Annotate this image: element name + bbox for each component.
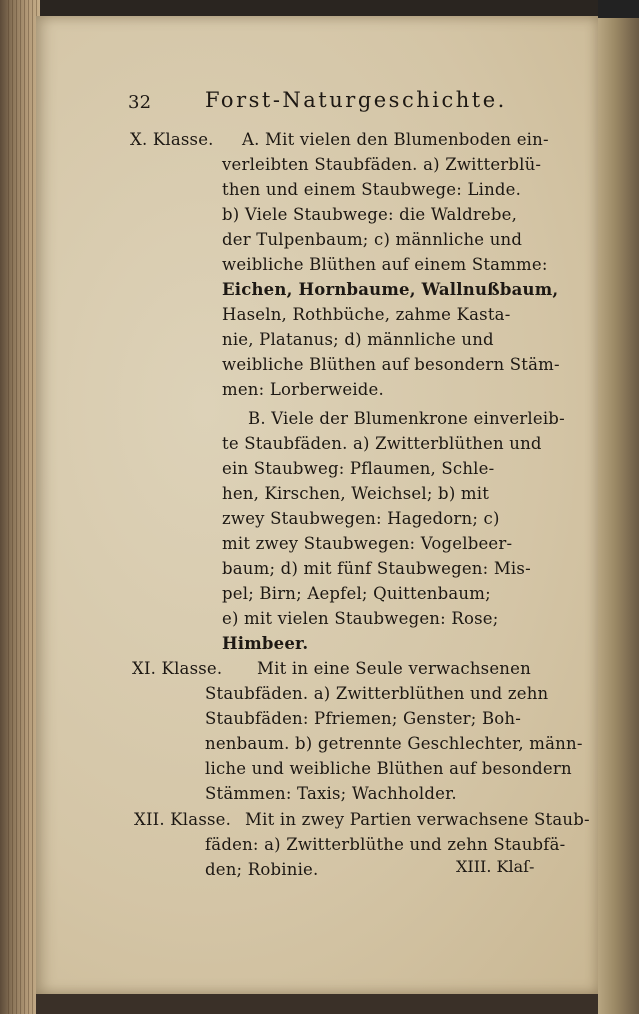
klasse-xi-label: XI. Klasse. bbox=[132, 659, 223, 678]
next-page-edge bbox=[598, 0, 639, 1014]
text-line: men: Lorberweide. bbox=[222, 380, 384, 399]
catchword: XIII. Klaſ- bbox=[456, 857, 535, 876]
text-line: Stämmen: Taxis; Wachholder. bbox=[205, 784, 457, 803]
text-line: pel; Birn; Aepfel; Quittenbaum; bbox=[222, 584, 491, 603]
text-line: Eichen, Hornbaume, Wallnußbaum, bbox=[222, 280, 559, 299]
text-line: weibliche Blüthen auf einem Stamme: bbox=[222, 255, 548, 274]
text-line: A. Mit vielen den Blumenboden ein- bbox=[242, 130, 549, 149]
text-line: baum; d) mit fünf Staubwegen: Mis- bbox=[222, 559, 531, 578]
text-line: e) mit vielen Staubwegen: Rose; bbox=[222, 609, 499, 628]
text-line: hen, Kirschen, Weichsel; b) mit bbox=[222, 484, 490, 503]
text-line: zwey Staubwegen: Hagedorn; c) bbox=[222, 509, 500, 528]
text-line: fäden: a) Zwitterblüthe und zehn Staubfä- bbox=[205, 835, 566, 854]
text-line: Haseln, Rothbüche, zahme Kasta- bbox=[222, 305, 511, 324]
book-page-edges bbox=[0, 0, 40, 1014]
text-line: ein Staubweg: Pflaumen, Schle- bbox=[222, 459, 495, 478]
text-line: verleibten Staubfäden. a) Zwitterblü- bbox=[222, 155, 542, 174]
text-line: Himbeer. bbox=[222, 634, 309, 653]
text-line: nie, Platanus; d) männliche und bbox=[222, 330, 494, 349]
text-line: Mit in zwey Partien verwachsene Staub- bbox=[245, 810, 590, 829]
bottom-shadow bbox=[36, 994, 598, 1014]
text-line: te Staubfäden. a) Zwitterblüthen und bbox=[222, 434, 542, 453]
text-line: mit zwey Staubwegen: Vogelbeer- bbox=[222, 534, 513, 553]
text-line: weibliche Blüthen auf besondern Stäm- bbox=[222, 355, 560, 374]
text-line: Staubfäden: Pfriemen; Genster; Boh- bbox=[205, 709, 522, 728]
page-number: 32 bbox=[128, 92, 152, 113]
klasse-xii-label: XII. Klasse. bbox=[134, 810, 232, 829]
text-line: nenbaum. b) getrennte Geschlechter, männ- bbox=[205, 734, 583, 753]
text-line: then und einem Staubwege: Linde. bbox=[222, 180, 522, 199]
klasse-x-label: X. Klasse. bbox=[130, 130, 214, 149]
text-line: der Tulpenbaum; c) männliche und bbox=[222, 230, 523, 249]
text-line: B. Viele der Blumenkrone einverleib- bbox=[248, 409, 565, 428]
text-line: liche und weibliche Blüthen auf besondern bbox=[205, 759, 572, 778]
text-line: Mit in eine Seule verwachsenen bbox=[257, 659, 531, 678]
page-edge-lines bbox=[8, 0, 38, 1014]
running-head: Forst-Naturgeschichte. bbox=[205, 88, 507, 112]
text-line: Staubfäden. a) Zwitterblüthen und zehn bbox=[205, 684, 549, 703]
text-line: den; Robinie. bbox=[205, 860, 319, 879]
text-line: b) Viele Staubwege: die Waldrebe, bbox=[222, 205, 518, 224]
